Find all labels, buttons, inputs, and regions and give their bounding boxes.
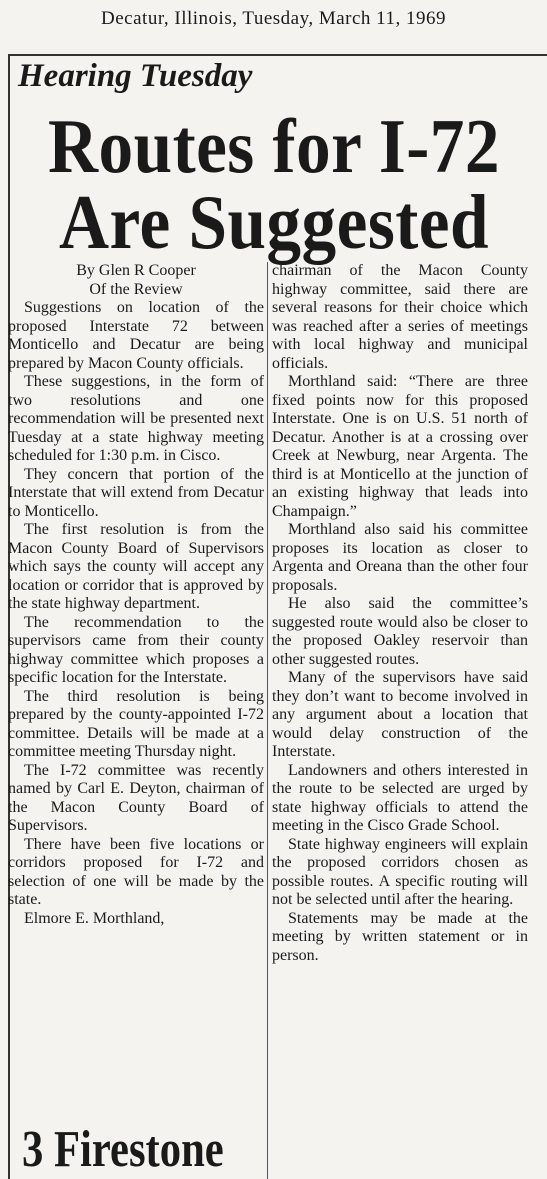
paragraph: They concern that portion of the Interstate that will extend from Decatur to Monticello. [8, 465, 264, 520]
paragraph: The recommendation to the supervisors came from their county highway committee which proposes a specific location for the Interstate. [8, 613, 264, 686]
top-rule [8, 54, 547, 56]
paragraph: chairman of the Macon County highway committee, said there are several reasons for their choice which was reached after a series of meetings with local highway and municipal officials. [272, 262, 528, 372]
column-separator [267, 262, 268, 1179]
paragraph: Statements may be made at the meeting by written statement or in person. [272, 909, 528, 964]
paragraph: Morthland also said his committee proposes its location as closer to Argenta and Oreana than the other four proposals. [272, 521, 528, 594]
paragraph: Elmore E. Morthland, [24, 909, 165, 927]
paragraph: Many of the supervisors have said they don’t want to become involved in any argument about a location that would delay construction of the Interstate. [272, 669, 528, 760]
paragraph: There have been five locations or corridors proposed for I-72 and selection of one will be made by the state. [8, 835, 264, 908]
next-article-headline: 3 Firestone [22, 1121, 224, 1178]
byline-paper: Of the Review [89, 280, 183, 298]
byline-name: By Glen R Cooper [76, 262, 196, 279]
paragraph: Landowners and others interested in the route to be selected are urged by state highway officials to attend the meeting in the Cisco Grade School. [272, 761, 528, 834]
kicker-headline: Hearing Tuesday [18, 58, 253, 94]
paragraph: The third resolution is being prepared by the county-appointed I-72 committee. Details will be made at a committee meeting Thursday night. [8, 687, 264, 760]
paragraph: State highway engineers will explain the proposed corridors chosen as possible routes. A specific routing will not be selected until after the hearing. [272, 835, 528, 908]
headline-line-1: Routes for I-72 [47, 103, 501, 189]
paragraph: The first resolution is from the Macon County Board of Supervisors which says the county will accept any location or corridor that is approved by the state highway department. [8, 521, 264, 612]
article-column-left [8, 262, 264, 928]
paragraph: He also said the committee’s suggested route would also be closer to the proposed Oakley reservoir than other suggested routes. [272, 595, 528, 668]
article-column-right [272, 262, 528, 965]
dateline: Decatur, Illinois, Tuesday, March 11, 1969 [101, 8, 446, 29]
paragraph: These suggestions, in the form of two resolutions and one recommendation will be presented next Tuesday at a state highway meeting scheduled for 1:30 p.m. in Cisco. [8, 373, 264, 464]
paragraph: Suggestions on location of the proposed Interstate 72 between Monticello and Decatur are being prepared by Macon County officials. [8, 299, 264, 372]
headline-line-2: Are Suggested [59, 179, 489, 265]
paragraph: The I-72 committee was recently named by Carl E. Deyton, chairman of the Macon County Board of Supervisors. [8, 761, 264, 834]
paragraph: Morthland said: “There are three fixed points now for this proposed Interstate. One is on U.S. 51 north of Decatur. Another is at a crossing over Creek at Newburg, near Argenta. The third is at Monticello at the junction of an existing highway that leads into Champaign.” [272, 373, 528, 520]
